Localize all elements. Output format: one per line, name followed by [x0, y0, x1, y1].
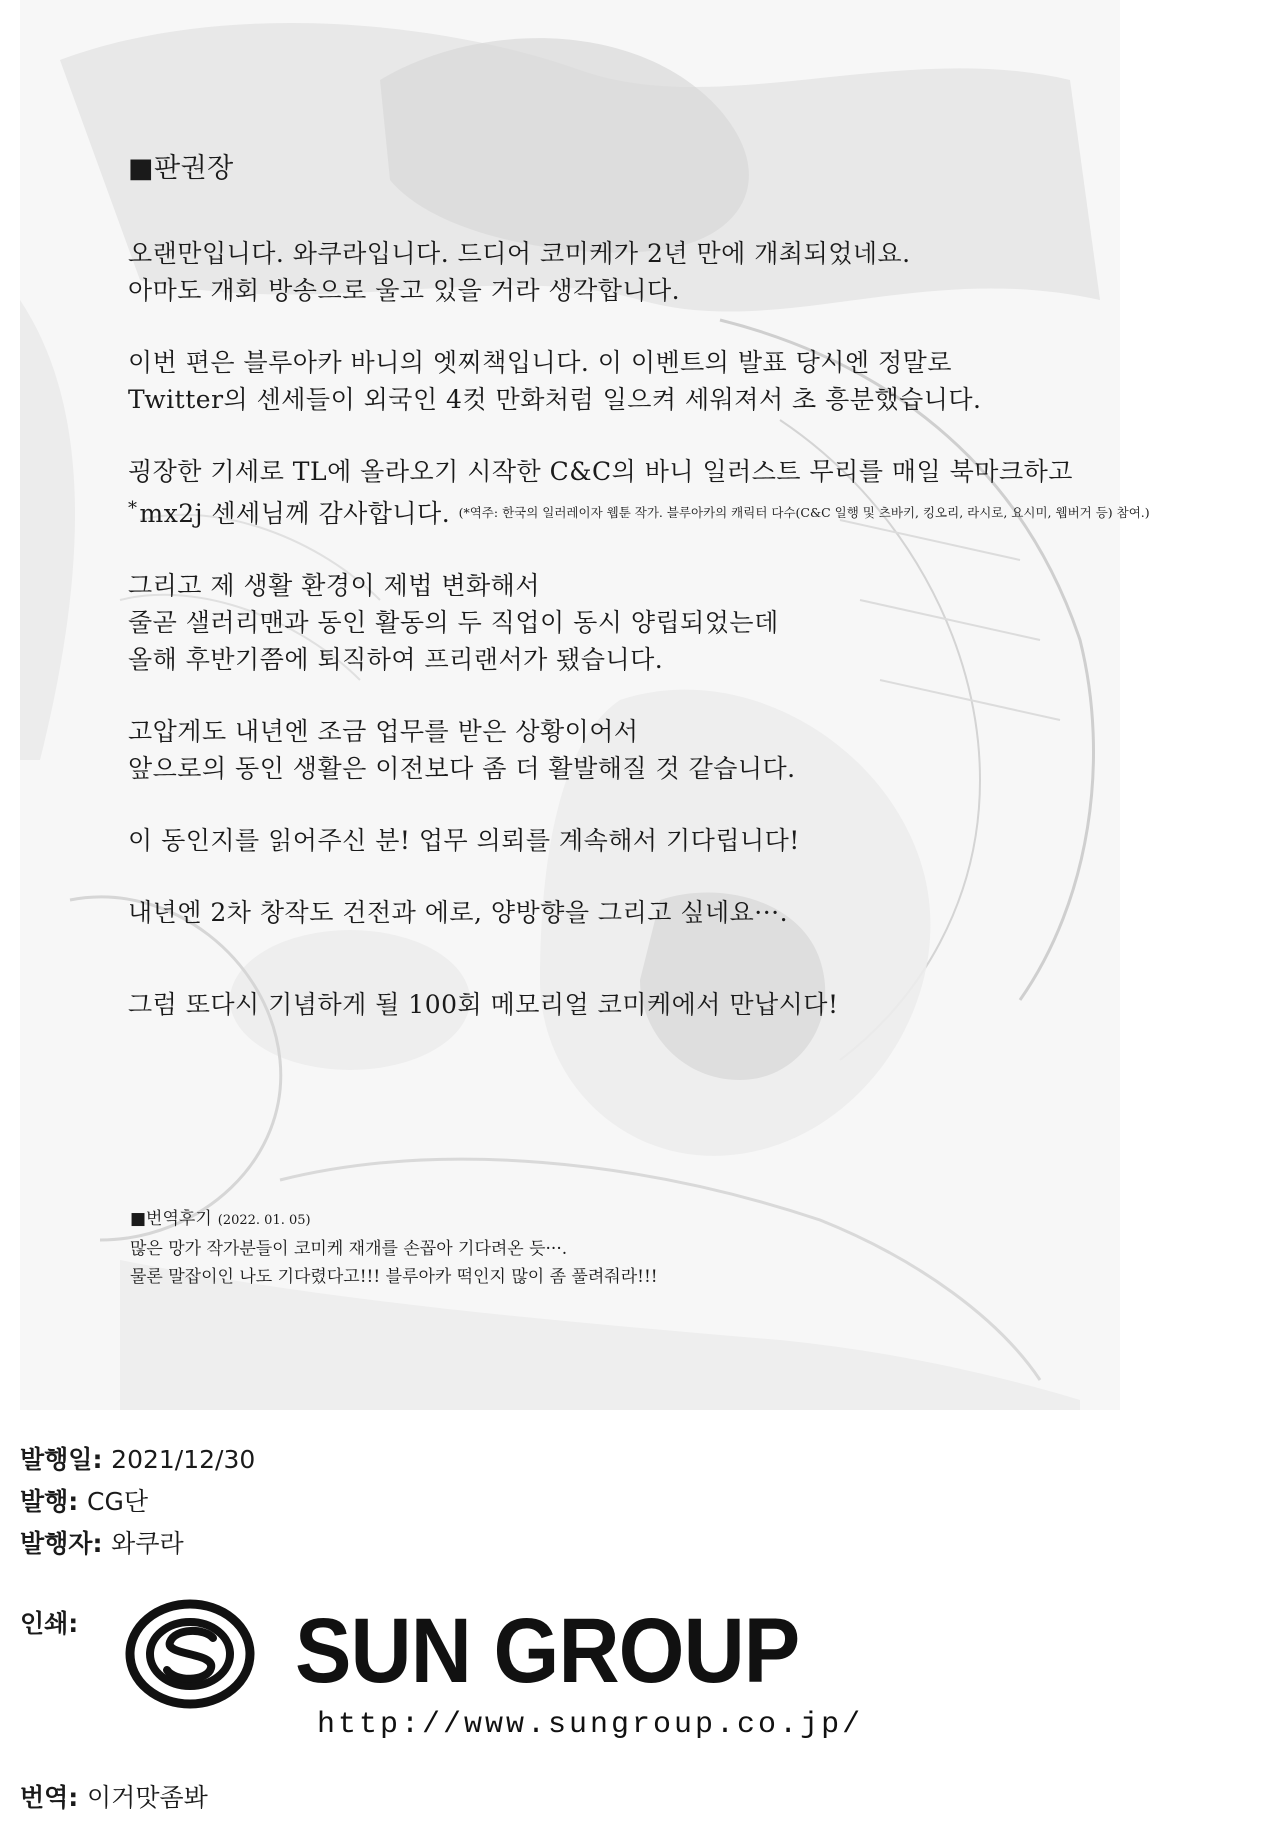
text-line: 앞으로의 동인 생활은 이전보다 좀 더 활발해질 것 같습니다.	[128, 754, 796, 783]
printer	[20, 1604, 78, 1640]
paragraph-6	[128, 822, 1128, 859]
translator-label: 번역:	[20, 1783, 79, 1812]
publisher-label: 발행:	[20, 1487, 79, 1516]
translator-aside: (*역주: 한국의 일러레이자 웹툰 작가. 블루아카의 캐릭터 다수(C&C 일행 및 츠바키, 킹오리, 라시로, 요시미, 웹버거 등) 참여.)	[458, 505, 1150, 520]
text-line: 오랜만입니다. 와쿠라입니다. 드디어 코미케가 2년 만에 개최되었네요.	[128, 239, 911, 268]
translation-note	[130, 1205, 930, 1291]
sun-group-url: http://www.sungroup.co.jp/	[317, 1708, 864, 1742]
sun-group-logo	[125, 1596, 885, 1746]
text-line: 이 동인지를 읽어주신 분! 업무 의뢰를 계속해서 기다립니다!	[128, 826, 800, 855]
translation-note-heading: ■번역후기	[130, 1209, 212, 1229]
text-line: 고압게도 내년엔 조금 업무를 받은 상황이어서	[128, 717, 639, 746]
paragraph-5	[128, 713, 1128, 787]
publish-date-label: 발행일:	[20, 1445, 103, 1474]
translation-note-line: 많은 망가 작가분들이 코미케 재개를 손꼽아 기다려온 듯···.	[130, 1239, 568, 1259]
text-line: 아마도 개회 방송으로 울고 있을 거라 생각합니다.	[128, 276, 681, 305]
issuer-value: 와쿠라	[111, 1529, 184, 1558]
text-line: 내년엔 2차 창작도 건전과 에로, 양방향을 그리고 싶네요···.	[128, 898, 789, 927]
printer-label: 인쇄:	[20, 1609, 79, 1638]
text-line: 그리고 제 생활 환경이 제법 변화해서	[128, 571, 540, 600]
translation-note-date: (2022. 01. 05)	[217, 1213, 311, 1228]
sun-group-name: SUN GROUP	[295, 1600, 800, 1702]
text-line: 그럼 또다시 기념하게 될 100회 메모리얼 코미케에서 만납시다!	[128, 990, 839, 1019]
publisher-value: CG단	[87, 1487, 149, 1516]
text-line: 이번 편은 블루아카 바니의 엣찌책입니다. 이 이벤트의 발표 당시엔 정말로	[128, 348, 952, 377]
paragraph-3	[128, 453, 1150, 532]
text-line: 굉장한 기세로 TL에 올라오기 시작한 C&C의 바니 일러스트 무리를 매일 북마크하고	[128, 457, 1073, 486]
text-line: 줄곧 샐러리맨과 동인 활동의 두 직업이 동시 양립되었는데	[128, 608, 779, 637]
colophon-title: ■판권장	[128, 153, 234, 184]
issuer-label: 발행자:	[20, 1529, 103, 1558]
paragraph-7	[128, 894, 1128, 931]
text-line: 올해 후반기쯤에 퇴직하여 프리랜서가 됐습니다.	[128, 645, 664, 674]
publisher	[20, 1482, 148, 1518]
translator-value: 이거맛좀봐	[87, 1783, 208, 1812]
publish-date	[20, 1440, 255, 1476]
thanks-line: mx2j 센세님께 감사합니다.	[139, 499, 451, 528]
sun-group-mark-icon	[125, 1598, 255, 1710]
issuer	[20, 1524, 184, 1560]
paragraph-2	[128, 344, 1128, 418]
translation-note-line: 물론 말잡이인 나도 기다렸다고!!! 블루아카 떡인지 많이 좀 풀려줘라!!!	[130, 1267, 658, 1287]
paragraph-8	[128, 986, 1128, 1023]
asterisk-mark: *	[128, 498, 138, 519]
text-line: Twitter의 센세들이 외국인 4컷 만화처럼 일으켜 세워져서 초 흥분했습니다.	[128, 385, 982, 414]
translator	[20, 1778, 208, 1814]
translation-note-header	[130, 1205, 930, 1235]
publish-date-value: 2021/12/30	[111, 1445, 256, 1474]
colophon	[128, 150, 1150, 1058]
paragraph-4	[128, 567, 1128, 678]
thanks-line-row	[128, 490, 1150, 532]
paragraph-1	[128, 235, 1128, 309]
